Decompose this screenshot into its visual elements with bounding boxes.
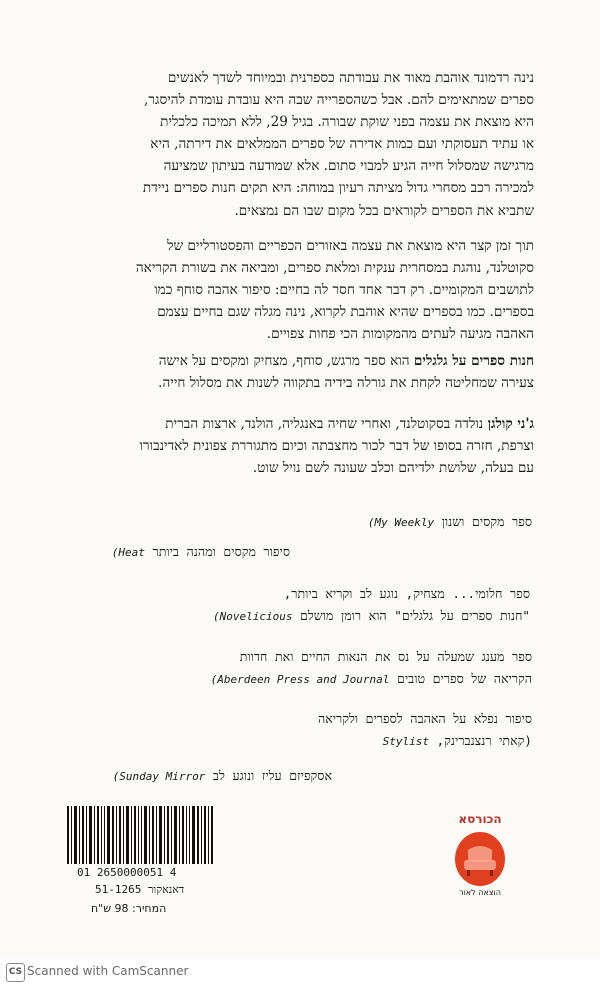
review-quote-4: ספר מענג שמעלה על נס את הנאות החיים ואת חדוות הקריאה של ספרים טובים (Aberdeen Press and Journal [210, 649, 532, 686]
review-quote-3: ספר חלומי... מצחיק, נוגע לב וקריא ביותר, "חנות ספרים על גלגלים" הוא רומן מושלם (Novelicious [212, 586, 530, 623]
review-source: (Sunday Mirror [112, 770, 206, 783]
catalog-code: דאנאקור 51-1265 [95, 883, 185, 896]
scanner-watermark [0, 958, 600, 986]
review-source: (Heat [111, 546, 145, 559]
watermark-text: Scanned with CamScanner [27, 964, 189, 978]
publisher-name: הכורסא [458, 812, 502, 826]
review-source: (Novelicious [212, 610, 293, 623]
price: המחיר: 98 ש"ח [91, 902, 167, 915]
review-source: Stylist [382, 735, 429, 748]
author-name: ג'ני קולגן [487, 416, 534, 432]
review-source: (Aberdeen Press and Journal [210, 673, 390, 686]
synopsis-paragraph-2: תוך זמן קצר היא מוצאת את עצמה באזורים הכפריים והפסטורליים של סקוטלנד, נוהגת במסחרית ענקית ומלאת ספרים, ומביאה את בשורת הקריאה לתושבים המקומיים. רק דבר אחד חסר לה בחיים: סיפור אהבה סוחף כמו בספרים. כמו בספרים שהיא אוהבת לקרוא, נינה מגלה שגם בחיים עצמם האהבה מגיעה לעתים מהמקומות הכי פחות צפויים. [135, 238, 534, 343]
book-blurb-paragraph: חנות ספרים על גלגלים הוא ספר מרגש, סוחף, מצחיק ומקסים על אישה צעירה שמחליטה לקחת את גורלה בידיה בתקווה לשנות את מסלול חייה. [158, 353, 534, 392]
author-bio-paragraph: ג'ני קולגן נולדה בסקוטלנד, ואחרי שחיה באנגליה, הולנד, ארצות הברית וצרפת, חזרה בסופו של דבר לכור מחצבתה וכיום מתגוררת צפונית לאדינבורו עם בעלה, שלושת ילדיהם וכלב שעונה לשם נויל שוט. [139, 416, 534, 477]
review-quote-5: סיפור נפלא על האהבה לספרים ולקריאה (קאתי רנצנברינק, Stylist [317, 711, 532, 748]
publisher-logo [442, 808, 518, 900]
barcode-number: 01 2650000051 4 [77, 866, 177, 879]
review-source: (My Weekly [367, 516, 435, 529]
barcode [65, 806, 215, 864]
publisher-tagline: הוצאה לאור [459, 888, 501, 897]
review-quote-1: ספר מקסים ושנון (My Weekly [367, 514, 532, 529]
book-title: חנות ספרים על גלגלים [413, 353, 534, 369]
review-quote-2: סיפור מקסים ומהנה ביותר (Heat [111, 544, 290, 559]
camscanner-icon: CS [6, 963, 25, 982]
armchair-icon [454, 830, 506, 886]
synopsis-paragraph-1: נינה רדמונד אוהבת מאוד את עבודתה כספרנית ובמיוחד לשדך לאנשים ספרים שמתאימים להם. אבל כשהספרייה שבה היא עובדת עומדת להיסגר, היא מוצאת את עצמה בפני שוקת שבורה. בגיל 29, ללא תמיכה כלכלית או עתיד תעסוקתי ועם כמות אדירה של ספרים הממלאים את דירתה, היא מרגישה שמסלול חייה הגיע למבוי סתום. אלא שמודעה בעיתון שמציעה למכירה רכב מסחרי גדול מציתה רעיון במוחה: היא תקים חנות ספרים ניידת שתביא את הספרים לקוראים בכל מקום שבו הם נמצאים. [142, 70, 534, 219]
review-quote-6: אסקפיזם עליז ונוגע לב (Sunday Mirror [112, 768, 332, 783]
